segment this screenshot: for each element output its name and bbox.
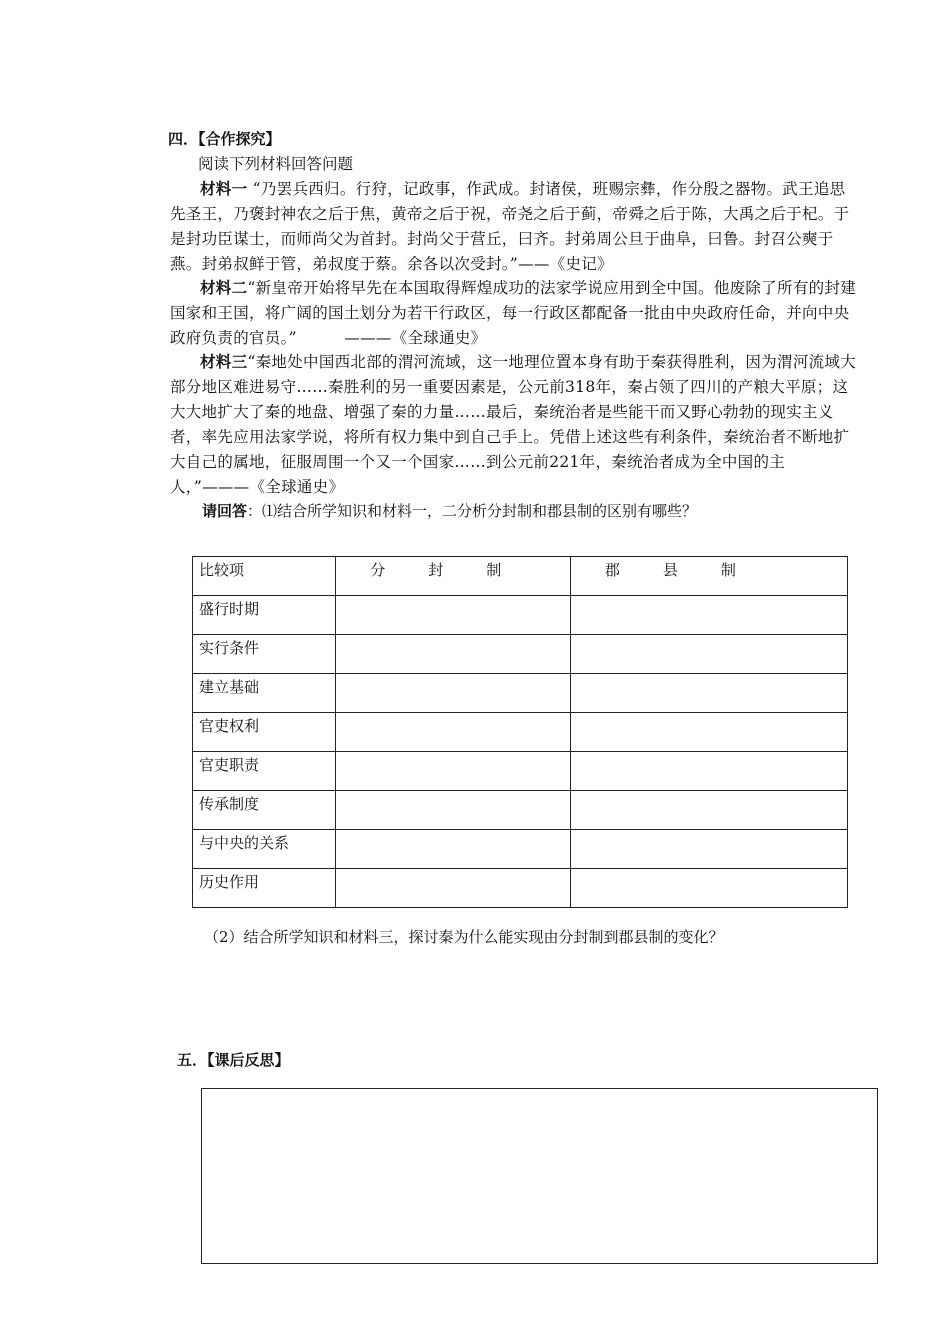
answer-cell[interactable] [570,674,847,713]
answer-cell[interactable] [570,791,847,830]
table-row [193,674,848,713]
answer-cell[interactable] [570,596,847,635]
answer-cell[interactable] [336,752,571,791]
comparison-table [192,556,848,908]
material3-label: 材料三 [200,353,248,371]
material1-label: 材料一 [200,180,248,198]
table-row [193,635,848,674]
answer-cell[interactable] [570,830,847,869]
row-label: 传承制度 [193,791,336,830]
material1-text: “乃罢兵西归。行狩，记政事，作武成。封诸侯，班赐宗彝，作分殷之器物。武王追思先圣王，乃褒封神农之后于焦，黄帝之后于祝，帝尧之后于蓟，帝舜之后于陈，大禹之后于杞。于是封功臣谋士，而师尚父为首封。封尚父于营丘，曰齐。封弟周公旦于曲阜，曰鲁。封召公奭于燕。封弟叔鲜于管，弟叔度于蔡。余各以次受封。”——《史记》 [170,180,850,273]
table-row [193,791,848,830]
row-label: 实行条件 [193,635,336,674]
material3-paragraph [170,350,860,500]
instruction-text: 阅读下列材料回答问题 [198,155,354,173]
answer-cell[interactable] [336,674,571,713]
table-row [193,713,848,752]
row-label: 与中央的关系 [193,830,336,869]
table-header-row [193,557,848,596]
answer-cell[interactable] [336,830,571,869]
answer-cell[interactable] [336,596,571,635]
table-header-cell: 郡 县 制 [570,557,847,596]
material2-label: 材料二 [200,279,248,297]
reflection-box[interactable] [201,1088,878,1264]
section4-heading: 四．【合作探究】 [168,130,281,148]
table-row [193,830,848,869]
question1-text: ：⑴结合所学知识和材料一，二分析分封制和郡县制的区别有哪些？ [247,502,698,520]
table-row [193,752,848,791]
material3-text: “秦地处中国西北部的渭河流域，这一地理位置本身有助于秦获得胜利，因为渭河流域大部分地区难进易守……秦胜利的另一重要因素是，公元前318年，秦占领了四川的产粮大平原；这大大地扩大了秦的地盘、增强了秦的力量……最后，秦统治者是些能干而又野心勃勃的现实主义者，率先应用法家学说，将所有权力集中到自己手上。凭借上述这些有利条件，秦统治者不断地扩大自己的属地，征服周围一个又一个国家……到公元前221年，秦统治者成为全中国的主人，”———《全球通史》 [170,353,857,496]
answer-cell[interactable] [336,713,571,752]
row-label: 历史作用 [193,869,336,908]
table-header-cell: 比较项 [193,557,336,596]
material1-paragraph [170,177,860,277]
row-label: 建立基础 [193,674,336,713]
answer-cell[interactable] [570,635,847,674]
row-label: 官吏职责 [193,752,336,791]
row-label: 盛行时期 [193,596,336,635]
table-row [193,596,848,635]
question-label: 请回答 [202,502,248,520]
answer-cell[interactable] [570,869,847,908]
material2-paragraph [170,276,860,351]
row-label: 官吏权利 [193,713,336,752]
answer-cell[interactable] [336,869,571,908]
answer-cell[interactable] [336,791,571,830]
table-header-cell: 分 封 制 [336,557,571,596]
table-row [193,869,848,908]
section5-heading: 五．【课后反思】 [177,1051,290,1069]
answer-cell[interactable] [570,713,847,752]
answer-cell[interactable] [570,752,847,791]
question2-text: （2）结合所学知识和材料三，探讨秦为什么能实现由分封制到郡县制的变化？ [204,928,724,946]
material2-text: “新皇帝开始将早先在本国取得辉煌成功的法家学说应用到全中国。他废除了所有的封建国家和王国，将广阔的国土划分为若干行政区，每一行政区都配备一批由中央政府任命，并向中央政府负责的官员。” ———《全球通史》 [170,279,857,347]
question1 [202,500,697,521]
answer-cell[interactable] [336,635,571,674]
